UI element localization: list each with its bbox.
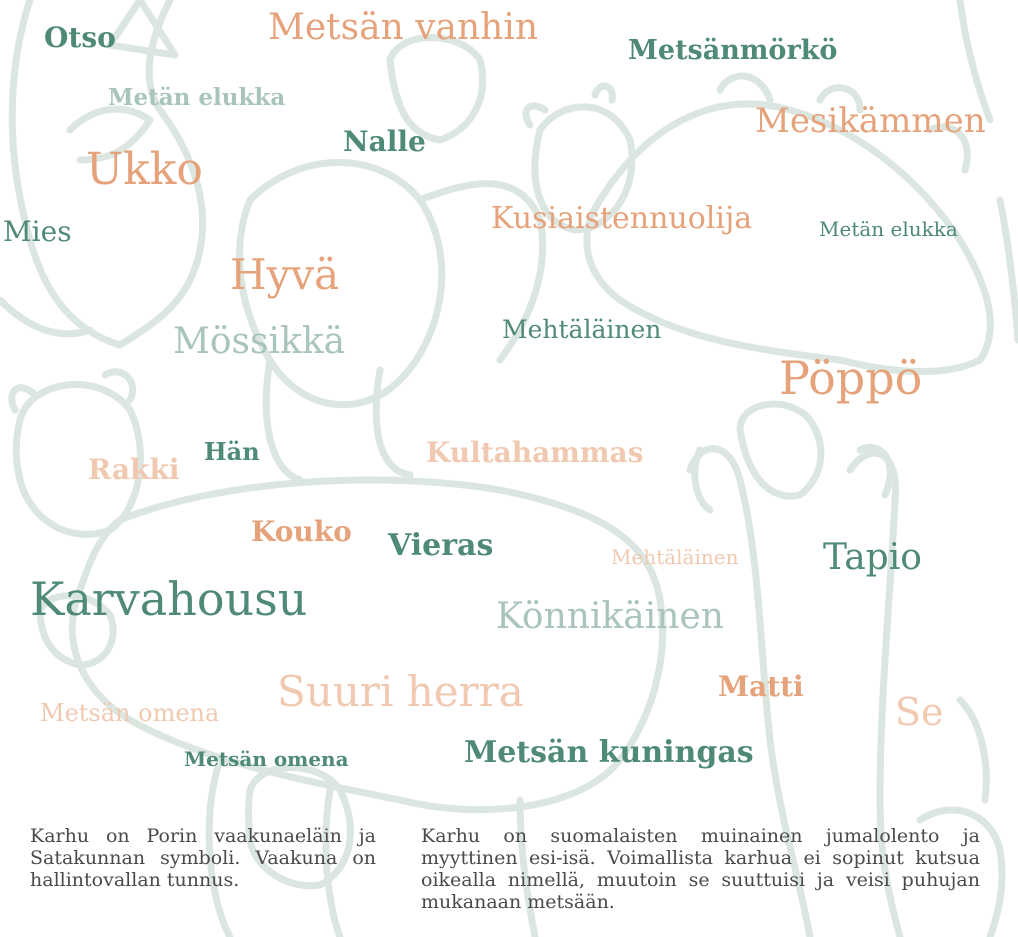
word-tapio: Tapio [823, 537, 922, 578]
word-metsan-omena: Metsän omena [40, 699, 220, 727]
word-nalle: Nalle [343, 125, 426, 158]
word-metsan-kuningas: Metsän kuningas [464, 735, 754, 770]
word-matti: Matti [718, 670, 804, 703]
word-mehtalainen-2: Mehtäläinen [611, 545, 739, 569]
word-hyva: Hyvä [230, 250, 340, 299]
word-han: Hän [204, 437, 260, 466]
word-poppo: Pöppö [779, 351, 923, 405]
word-otso: Otso [44, 21, 116, 54]
paragraph-left: Karhu on Porin vaakunaeläin ja Satakunnan symboli. Vaakuna on hallintovallan tunnus. [30, 825, 376, 891]
word-metsanmorko: Metsänmörkö [628, 35, 838, 66]
word-mies: Mies [3, 215, 72, 248]
word-rakki: Rakki [88, 453, 180, 486]
word-mehtalainen: Mehtäläinen [502, 315, 662, 344]
word-kusiaistennuolija: Kusiaistennuolija [491, 201, 753, 236]
word-vieras: Vieras [388, 528, 494, 563]
word-suuri-herra: Suuri herra [277, 667, 524, 716]
word-metan-elukka: Metän elukka [108, 84, 286, 111]
word-ukko: Ukko [86, 144, 203, 195]
top-right-sketch [960, 0, 1018, 340]
word-karvahousu: Karvahousu [30, 572, 308, 626]
word-se: Se [895, 690, 944, 734]
word-kouko: Kouko [251, 515, 352, 548]
word-metan-elukka-2: Metän elukka [819, 217, 958, 241]
word-metsan-omena-2: Metsän omena [184, 747, 349, 771]
word-konnikainen: Könnikäinen [496, 596, 724, 637]
word-kultahammas: Kultahammas [426, 436, 644, 469]
word-mesikammen: Mesikämmen [755, 101, 986, 141]
standing-bear-sketch [740, 404, 821, 496]
word-mossikka: Mössikkä [173, 321, 346, 362]
paragraph-right: Karhu on suomalaisten muinainen jumalolento ja myyttinen esi-isä. Voimallista karhua ei sopinut kutsua oikealla nimellä, muutoin se suuttuisi ja veisi puhujan mukanaan metsään. [421, 825, 980, 913]
word-metsan-vanhin: Metsän vanhin [268, 7, 539, 48]
